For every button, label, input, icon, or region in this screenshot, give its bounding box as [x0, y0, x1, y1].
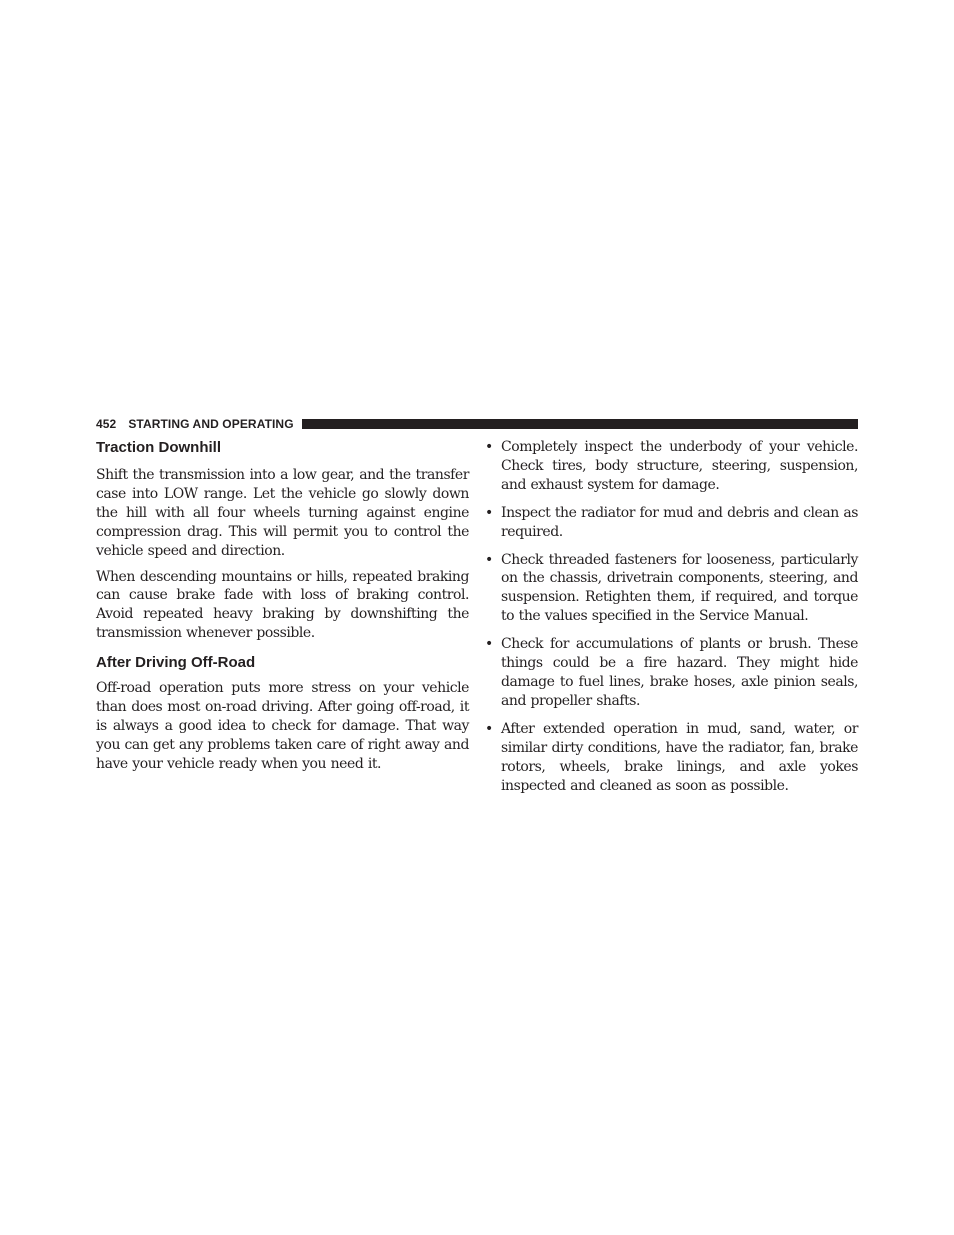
bullet-icon: •: [485, 439, 494, 455]
list-item-text: Check for accumulations of plants or brush. These things could be a fire hazard. They might hide damage to fuel lines, brake hoses, axle pinion seals, and propeller shafts.: [501, 636, 858, 709]
list-item-text: Check threaded fasteners for looseness, particularly on the chassis, drivetrain components, steering, and suspension. Retighten them, if required, and torque to the values specified in the Service Manual.: [501, 551, 858, 625]
page-number: 452: [96, 417, 117, 431]
left-column: [96, 436, 469, 774]
inspection-checklist: [485, 438, 858, 795]
list-item: [485, 720, 858, 796]
right-column: [485, 438, 858, 804]
page-header: [96, 417, 858, 431]
after-driving-paragraph: Off-road operation puts more stress on your vehicle than does most on-road driving. After going off-road, it is always a good idea to check for damage. That way you can get any problems taken care of right away and have your vehicle ready when you need it.: [96, 680, 469, 772]
traction-paragraph-1: Shift the transmission into a low gear, and the transfer case into LOW range. Let the vehicle go slowly down the hill with all four wheels turning against engine compression drag. This will permit you to control the vehicle speed and direction.: [96, 467, 469, 559]
traction-paragraph-2: When descending mountains or hills, repeated braking can cause brake fade with loss of braking control. Avoid repeated heavy braking by downshifting the transmission whenever possible.: [96, 568, 469, 642]
list-item-text: Completely inspect the underbody of your vehicle. Check tires, body structure, steering, suspension, and exhaust system for damage.: [501, 439, 858, 493]
section-title: STARTING AND OPERATING: [128, 417, 294, 431]
bullet-icon: •: [485, 504, 494, 521]
list-item-text: Inspect the radiator for mud and debris and clean as required.: [501, 504, 858, 540]
after-driving-off-road-heading: After Driving Off-Road: [96, 654, 256, 672]
traction-downhill-heading: Traction Downhill: [96, 439, 222, 456]
list-item: [485, 635, 858, 711]
bullet-icon: •: [485, 636, 494, 653]
bullet-icon: •: [485, 551, 494, 568]
list-item: [485, 438, 858, 495]
list-item: [485, 504, 858, 542]
list-item: [485, 551, 858, 627]
list-item-text: After extended operation in mud, sand, water, or similar dirty conditions, have the radiator, fan, brake rotors, wheels, brake linings, and axle yokes inspected and cleaned as soon as possible.: [501, 720, 858, 794]
bullet-icon: •: [485, 720, 494, 737]
header-rule: [302, 419, 858, 429]
